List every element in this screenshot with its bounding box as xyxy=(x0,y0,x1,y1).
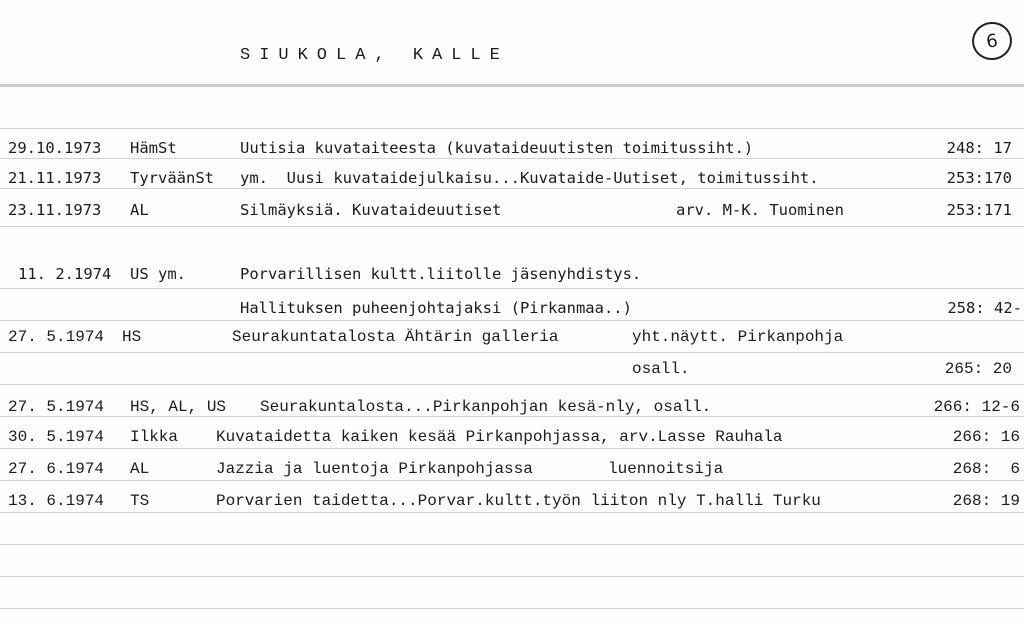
ruled-line xyxy=(0,188,1024,189)
entry-text: Porvarillisen kultt.liitolle jäsenyhdistys. xyxy=(240,265,642,283)
entry-date: 30. 5.1974 xyxy=(8,428,105,446)
ruled-line xyxy=(0,448,1024,449)
entry-ref: 268: 6 xyxy=(952,460,1020,478)
header-rule xyxy=(0,84,1024,87)
ruled-line xyxy=(0,576,1024,577)
page-number: 6 xyxy=(984,29,1000,53)
entry-ref: 266: 12-6 xyxy=(933,398,1020,416)
entry-note: yht.näytt. Pirkanpohja xyxy=(632,328,844,346)
ruled-line xyxy=(0,288,1024,289)
entry-source: HS xyxy=(122,328,142,346)
entry-ref: 248: 17 xyxy=(946,139,1012,157)
entry-text: ym. Uusi kuvataidejulkaisu...Kuvataide-Uutiset, toimitussiht. xyxy=(240,169,819,187)
entry-source: AL xyxy=(130,460,150,478)
ruled-line xyxy=(0,320,1024,321)
entry-date: 13. 6.1974 xyxy=(8,492,105,510)
entry-source: TyrväänSt xyxy=(130,169,214,187)
entry-date: 27. 5.1974 xyxy=(8,398,105,416)
entry-ref: 268: 19 xyxy=(952,492,1020,510)
ruled-line xyxy=(0,384,1024,385)
entry-note: arv. M-K. Tuominen xyxy=(676,201,844,219)
ruled-line xyxy=(0,512,1024,513)
entry-ref: 265: 20 xyxy=(944,360,1012,378)
card-title: SIUKOLA, KALLE xyxy=(240,46,509,65)
entry-date: 27. 5.1974 xyxy=(8,328,105,346)
entry-date: 23.11.1973 xyxy=(8,201,102,219)
entry-date: 21.11.1973 xyxy=(8,169,102,187)
entry-source: Ilkka xyxy=(130,428,179,446)
entry-date: 11. 2.1974 xyxy=(18,265,112,283)
entry-source: TS xyxy=(130,492,150,510)
ruled-line xyxy=(0,608,1024,609)
entry-ref: 266: 16 xyxy=(952,428,1020,446)
entry-text: Silmäyksiä. Kuvataideuutiset xyxy=(240,201,502,219)
page-number-circle xyxy=(970,19,1015,62)
entry-source: US ym. xyxy=(130,265,186,283)
ruled-line xyxy=(0,128,1024,129)
entry-text-continued: osall. xyxy=(632,360,690,378)
entry-text: Kuvataidetta kaiken kesää Pirkanpohjassa, arv.Lasse Rauhala xyxy=(216,428,783,446)
entry-text-continued: Hallituksen puheenjohtajaksi (Pirkanmaa..) xyxy=(240,299,632,317)
entry-ref: 253:170 xyxy=(946,169,1012,187)
entry-source: HS, AL, US xyxy=(130,398,227,416)
entry-date: 29.10.1973 xyxy=(8,139,102,157)
entry-ref: 253:171 xyxy=(946,201,1012,219)
entry-text: Uutisia kuvataiteesta (kuvataideuutisten toimitussiht.) xyxy=(240,139,754,157)
entry-note: luennoitsija xyxy=(608,460,724,478)
entry-text: Porvarien taidetta...Porvar.kultt.työn liiton nly T.halli Turku xyxy=(216,492,821,510)
entry-source: HämSt xyxy=(130,139,177,157)
entry-text: Jazzia ja luentoja Pirkanpohjassa xyxy=(216,460,533,478)
entry-text: Seurakuntalosta...Pirkanpohjan kesä-nly, osall. xyxy=(260,398,712,416)
entry-date: 27. 6.1974 xyxy=(8,460,105,478)
ruled-line xyxy=(0,352,1024,353)
entry-text: Seurakuntatalosta Ähtärin galleria xyxy=(232,328,559,346)
ruled-line xyxy=(0,544,1024,545)
ruled-line xyxy=(0,480,1024,481)
ruled-line xyxy=(0,158,1024,159)
ruled-line xyxy=(0,226,1024,227)
entry-ref: 258: 42- xyxy=(947,299,1022,317)
entry-source: AL xyxy=(130,201,149,219)
